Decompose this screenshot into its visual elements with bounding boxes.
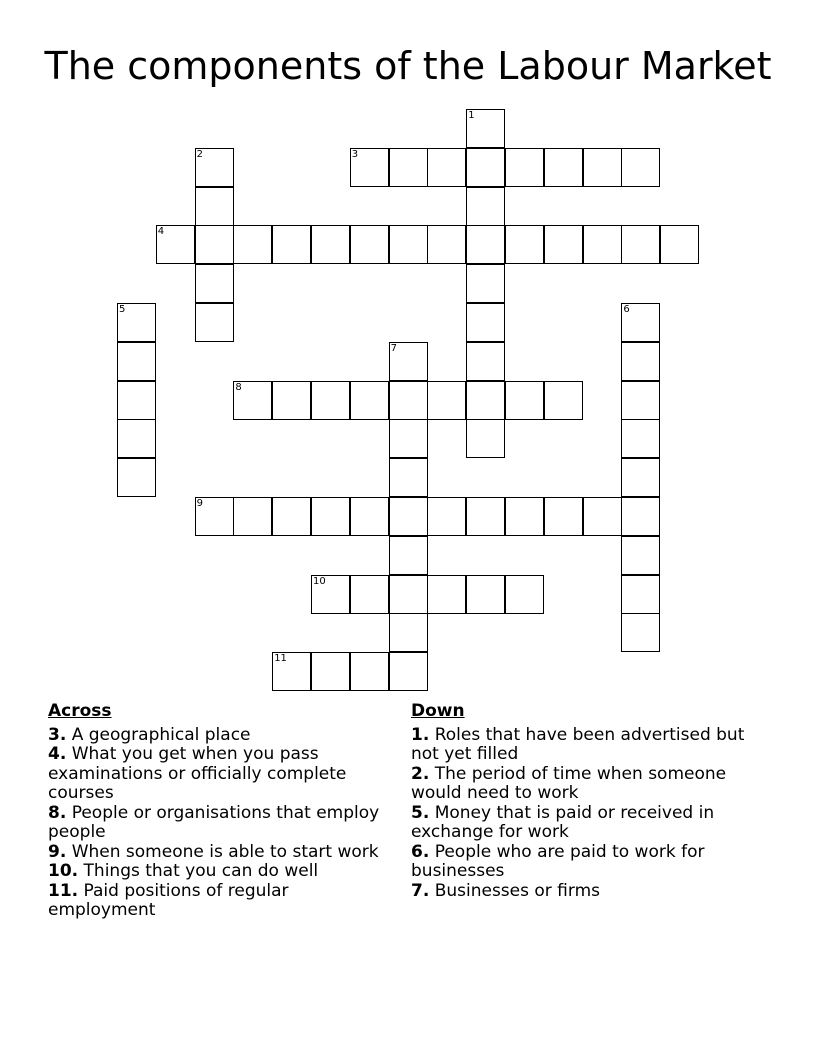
- clue-text: The period of time when someone would need to work: [411, 763, 727, 803]
- crossword-cell[interactable]: [621, 458, 660, 497]
- crossword-cell[interactable]: [389, 458, 428, 497]
- crossword-cell[interactable]: [389, 381, 428, 420]
- crossword-cell[interactable]: [389, 225, 428, 264]
- crossword-cell[interactable]: [621, 575, 660, 614]
- clue-item: [48, 804, 383, 843]
- clue-item: [48, 843, 383, 863]
- crossword-cell[interactable]: [621, 536, 660, 575]
- clue-item: [48, 745, 383, 804]
- crossword-cell[interactable]: [621, 381, 660, 420]
- clue-item: [48, 882, 383, 921]
- clue-item: [411, 765, 761, 804]
- crossword-cell[interactable]: [466, 419, 505, 458]
- crossword-cell[interactable]: [505, 225, 544, 264]
- clue-number: 8.: [48, 802, 67, 823]
- crossword-cell[interactable]: [621, 497, 660, 536]
- crossword-cell[interactable]: [621, 613, 660, 652]
- crossword-cell[interactable]: [466, 187, 505, 226]
- cell-number: 11: [274, 653, 287, 665]
- crossword-cell[interactable]: [117, 381, 156, 420]
- crossword-cell[interactable]: [195, 225, 234, 264]
- clue-item: [411, 726, 761, 765]
- crossword-cell[interactable]: [156, 225, 195, 264]
- clue-number: 2.: [411, 763, 430, 784]
- crossword-cell[interactable]: [466, 303, 505, 342]
- crossword-cell[interactable]: [233, 225, 272, 264]
- crossword-cell[interactable]: [272, 497, 311, 536]
- crossword-cell[interactable]: [117, 419, 156, 458]
- crossword-cell[interactable]: [466, 109, 505, 148]
- crossword-cell[interactable]: [389, 575, 428, 614]
- crossword-cell[interactable]: [505, 381, 544, 420]
- crossword-cell[interactable]: [544, 148, 583, 187]
- crossword-cell[interactable]: [544, 225, 583, 264]
- crossword-cell[interactable]: [311, 497, 350, 536]
- crossword-cell[interactable]: [389, 342, 428, 381]
- clue-item: [411, 843, 761, 882]
- clue-item: [411, 804, 761, 843]
- cell-number: 4: [157, 226, 165, 238]
- clue-text: Things that you can do well: [83, 861, 319, 881]
- crossword-cell[interactable]: [389, 652, 428, 691]
- crossword-cell[interactable]: [272, 225, 311, 264]
- clue-text: When someone is able to start work: [71, 841, 379, 862]
- crossword-cell[interactable]: [466, 264, 505, 303]
- crossword-cell[interactable]: [350, 575, 389, 614]
- cell-number: 10: [313, 575, 326, 587]
- crossword-cell[interactable]: [621, 225, 660, 264]
- clue-number: 3.: [48, 724, 67, 745]
- clue-text: A geographical place: [71, 724, 251, 745]
- crossword-cell[interactable]: [117, 458, 156, 497]
- clue-number: 1.: [411, 724, 430, 745]
- clue-number: 5.: [411, 802, 430, 823]
- cell-number: 2: [196, 148, 203, 160]
- crossword-cell[interactable]: [311, 225, 350, 264]
- crossword-cell[interactable]: [544, 497, 583, 536]
- down-clues: [411, 702, 761, 901]
- clue-text: Businesses or firms: [434, 880, 600, 901]
- crossword-cell[interactable]: [427, 497, 466, 536]
- crossword-cell[interactable]: [350, 225, 389, 264]
- crossword-cell[interactable]: [466, 225, 505, 264]
- crossword-cell[interactable]: [427, 225, 466, 264]
- clue-text: Paid positions of regular employment: [48, 880, 289, 920]
- crossword-cell[interactable]: [505, 497, 544, 536]
- clue-text: What you get when you pass examinations or officially complete courses: [48, 744, 347, 803]
- crossword-cell[interactable]: [195, 187, 234, 226]
- clue-text: People or organisations that employ people: [48, 802, 380, 842]
- crossword-cell[interactable]: [583, 225, 622, 264]
- clue-number: 6.: [411, 841, 430, 862]
- crossword-cell[interactable]: [311, 575, 350, 614]
- clue-number: 4.: [48, 744, 67, 764]
- clue-number: 11.: [48, 880, 79, 901]
- cell-number: 7: [390, 342, 397, 354]
- crossword-cell[interactable]: [195, 303, 234, 342]
- crossword-cell[interactable]: [505, 148, 544, 187]
- crossword-cell[interactable]: [389, 148, 428, 187]
- crossword-cell[interactable]: [660, 225, 699, 264]
- crossword-cell[interactable]: [389, 613, 428, 652]
- cell-number: 1: [468, 110, 475, 121]
- crossword-cell[interactable]: [350, 381, 389, 420]
- crossword-cell[interactable]: [311, 652, 350, 691]
- crossword-cell[interactable]: [272, 652, 311, 691]
- crossword-cell[interactable]: [621, 148, 660, 187]
- cell-number: 3: [351, 148, 359, 160]
- crossword-cell[interactable]: [466, 342, 505, 381]
- crossword-cell[interactable]: [621, 419, 660, 458]
- crossword-cell[interactable]: [621, 342, 660, 381]
- crossword-cell[interactable]: [389, 536, 428, 575]
- crossword-cell[interactable]: [466, 497, 505, 536]
- crossword-cell[interactable]: [427, 575, 466, 614]
- cell-number: 6: [623, 304, 630, 315]
- clue-number: 7.: [411, 880, 430, 901]
- clue-item: [411, 882, 761, 902]
- crossword-cell[interactable]: [505, 575, 544, 614]
- clue-item: [48, 726, 383, 746]
- crossword-cell[interactable]: [466, 381, 505, 420]
- crossword-cell[interactable]: [389, 497, 428, 536]
- clue-number: 10.: [48, 861, 79, 881]
- crossword-cell[interactable]: [195, 264, 234, 303]
- crossword-cell[interactable]: [350, 148, 389, 187]
- crossword-cell[interactable]: [117, 342, 156, 381]
- crossword-cell[interactable]: [311, 381, 350, 420]
- crossword-cell[interactable]: [233, 497, 272, 536]
- crossword-cell[interactable]: [466, 148, 505, 187]
- cell-number: 5: [119, 304, 126, 315]
- across-clues: [48, 702, 383, 921]
- crossword-cell[interactable]: [233, 381, 272, 420]
- clue-text: People who are paid to work for businesses: [411, 841, 705, 881]
- crossword-cell[interactable]: [195, 497, 234, 536]
- clue-number: 9.: [48, 841, 67, 862]
- cell-number: 8: [235, 381, 242, 393]
- clue-text: Money that is paid or received in exchange for work: [411, 802, 715, 842]
- crossword-cell[interactable]: [621, 303, 660, 342]
- crossword-cell[interactable]: [389, 419, 428, 458]
- crossword-cell[interactable]: [466, 575, 505, 614]
- crossword-cell[interactable]: [583, 497, 622, 536]
- down-heading: Down: [411, 701, 465, 721]
- crossword-cell[interactable]: [583, 148, 622, 187]
- crossword-cell[interactable]: [544, 381, 583, 420]
- crossword-cell[interactable]: [272, 381, 311, 420]
- clue-item: [48, 862, 383, 882]
- crossword-cell[interactable]: [427, 381, 466, 420]
- crossword-cell[interactable]: [117, 303, 156, 342]
- crossword-cell[interactable]: [195, 148, 234, 187]
- page-title: The components of the Labour Market: [44, 44, 772, 88]
- clue-text: Roles that have been advertised but not yet filled: [411, 724, 745, 764]
- cell-number: 9: [196, 498, 203, 509]
- crossword-cell[interactable]: [350, 497, 389, 536]
- crossword-cell[interactable]: [427, 148, 466, 187]
- crossword-cell[interactable]: [350, 652, 389, 691]
- across-heading: Across: [48, 701, 112, 721]
